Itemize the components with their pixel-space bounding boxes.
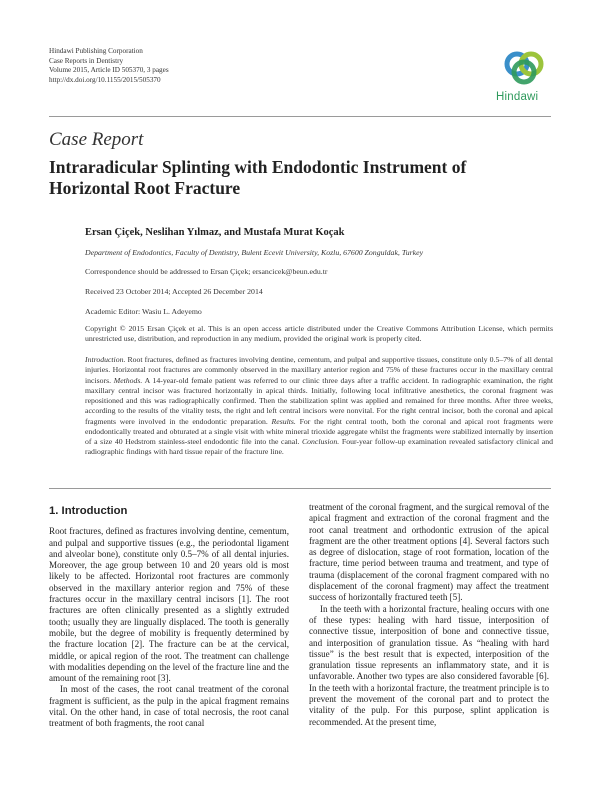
article-title: Intraradicular Splinting with Endodontic Instrument of Horizontal Root Fracture <box>49 157 467 198</box>
abstract-results-label: Results. <box>271 416 296 426</box>
journal-header <box>49 47 169 85</box>
author-list: Ersan Çiçek, Neslihan Yılmaz, and Mustafa Murat Koçak <box>85 227 345 238</box>
body-paragraph: Root fractures, defined as fractures involving dentine, cementum, and pulpal and supportive tissues (e.g., the periodontal ligament and alveolar bone), constitute only 0.5–7% of all dental injuries. Moreover, the age group between 10 and 20 years old is most likely to be affected. Horizontal root fractures are commonly observed in the maxillary anterior region and 75% of these fractures occur in the maxillary central incisors [1]. The root fractures are often clinically presented as a slightly extruded tooth; usually they are lingually displaced. The tooth is generally mobile, but the degree of mobility is frequently determined by the fracture location [2]. The fracture can be at the cervical, middle, or apical region of the root. The treatment can challenge with modalities depending on the level of the fracture line and the amount of the remaining root [3]. <box>49 526 289 684</box>
body-paragraph: In the teeth with a horizontal fracture, healing occurs with one of these types: healing with hard tissue, interposition of connective tissue, interposition of bone and connective tissue, and interposition of granulation tissue. As “healing with hard tissue” is the best result that is expected, interposition of the granulation tissue represents an inflammatory state, and it is unfavorable. Another two types are also considered favorable [6]. In the teeth with a horizontal fracture, the treatment principle is to prevent the movement of the coronal part and to protect the vitality of the pulp. For this purpose, splint application is recommended. At the present time, <box>309 603 549 727</box>
body-paragraph: treatment of the coronal fragment, and the surgical removal of the apical fragment and extraction of the coronal fragment and the root canal treatment and orthodontic extrusion of the apical fragment are the other treatment options [4]. Several factors such as degree of dislocation, stage of root formation, location of the fracture, time period between trauma and treatment, and type of trauma (displacement of the coronal fragment compared with no displacement of the coronal fragment) may affect the treatment success of horizontally fractured teeth [5]. <box>309 502 549 603</box>
abstract-intro: Root fractures, defined as fractures involving dentine, cementum, and pulpal and supportive tissues, constitute only 0.5–7% of all dental injuries. Horizontal root fractures are commonly observed in the maxillary anterior region and 75% of these fractures occur in the maxillary central incisors. <box>85 355 553 385</box>
body-left-column <box>49 506 289 730</box>
publisher-name: Hindawi Publishing Corporation <box>49 47 143 55</box>
body-right-column <box>309 502 549 728</box>
correspondence: Correspondence should be addressed to Ersan Çiçek; ersancicek@beun.edu.tr <box>85 267 328 276</box>
copyright-notice: Copyright © 2015 Ersan Çiçek et al. This is an open access article distributed under the Creative Commons Attribution License, which permits unrestricted use, distribution, and reproduction in any medium, provided the original work is properly cited. <box>85 324 553 344</box>
abstract-intro-label: Introduction. <box>85 355 126 364</box>
body-paragraph: In most of the cases, the root canal treatment of the coronal fragment is sufficient, as the pulp in the apical fragment remains vital. On the other hand, in case of total necrosis, the root canal treatment of both fragments, the root canal <box>49 684 289 729</box>
abstract <box>85 355 553 458</box>
abstract-conclusion: Four-year follow-up examination revealed satisfactory clinical and radiographic findings with hard tissue repair of the fracture line. <box>85 437 553 457</box>
academic-editor: Academic Editor: Wasiu L. Adeyemo <box>85 307 202 316</box>
abstract-rule <box>49 488 551 489</box>
article-type: Case Report <box>49 129 144 150</box>
section-heading-introduction: 1. Introduction <box>49 505 128 517</box>
received-accepted-dates: Received 23 October 2014; Accepted 26 December 2014 <box>85 287 263 296</box>
doi-link[interactable]: http://dx.doi.org/10.1155/2015/505370 <box>49 75 161 84</box>
volume-info: Volume 2015, Article ID 505370, 3 pages <box>49 66 169 75</box>
header-rule <box>49 116 551 117</box>
hindawi-logo-text: Hindawi <box>496 91 539 103</box>
abstract-results: For the right central tooth, both the coronal and apical root fragments were endodontically treated and obturated at a single visit with white mineral trioxide aggregate whilst the fragments were stabilized internally by insertion of a size 40 Hedstrom stainless-steel endodontic file into the canal. <box>85 416 553 446</box>
abstract-methods: A 14-year-old female patient was referred to our clinic three days after a traffic accident. In radiographic examination, the right maxillary central incisor was fractured horizontally in apical thirds. Initially, following local infiltrative anesthetics, the coronal fragment was repositioned and this was radiographically confirmed. Then the stabilization splint was applied and remained for three months. After three weeks, according to the results of the vitality tests, the right and left central incisors were nonvital. For the right central incisor, both the coronal and apical fragments were involved in the endodontic preparation. <box>85 375 553 426</box>
journal-name: Case Reports in Dentistry <box>49 56 124 65</box>
abstract-methods-label: Methods. <box>113 375 143 385</box>
affiliation: Department of Endodontics, Faculty of Dentistry, Bulent Ecevit University, Kozlu, 67600 Zonguldak, Turkey <box>85 248 424 257</box>
abstract-conclusion-label: Conclusion. <box>301 437 340 446</box>
